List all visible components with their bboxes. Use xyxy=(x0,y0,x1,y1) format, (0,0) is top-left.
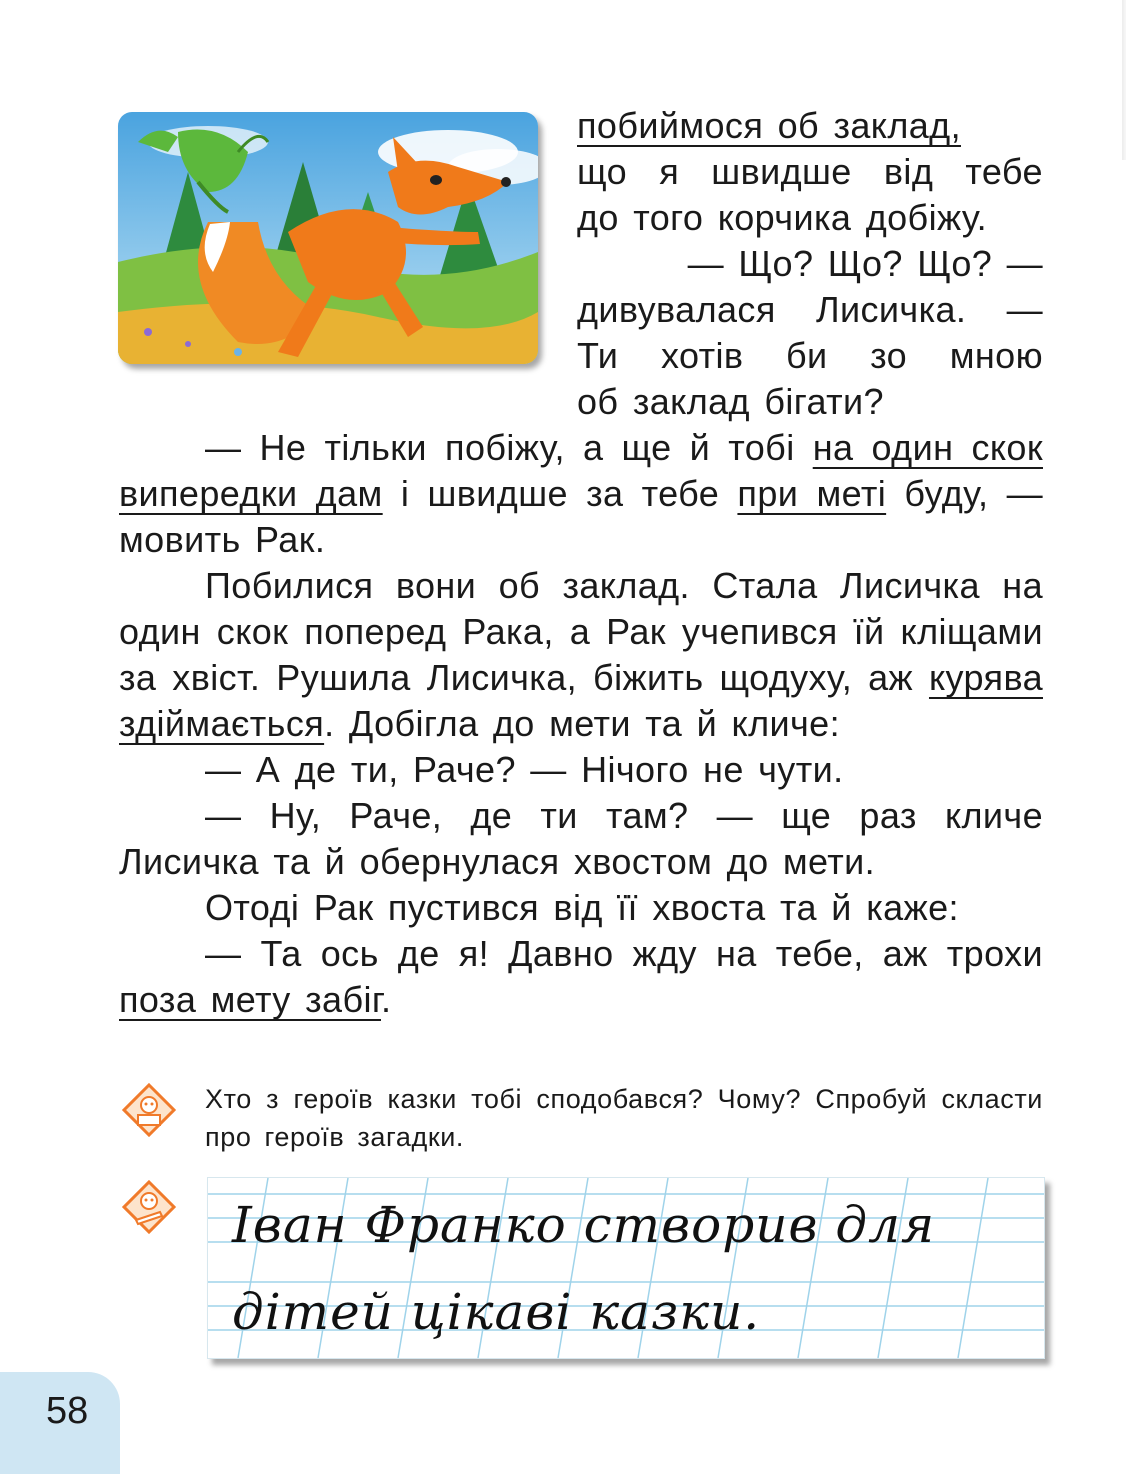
word: би xyxy=(786,335,828,376)
task-reading-icon xyxy=(122,1083,176,1137)
word: хотів xyxy=(660,335,744,376)
story-paragraph: Побилися вони об заклад. Стала Лисичка на один скок поперед Рака, а Рак учепився їй кліщами за хвіст. Рушила Лисичка, біжить щодуху, аж курява здіймається. Добігла до мети та й кличе: xyxy=(119,565,1043,744)
story-line: до того корчика добіжу. xyxy=(577,197,988,238)
story-line: об заклад бігати? xyxy=(577,381,884,422)
word: зо xyxy=(870,335,908,376)
word: Лисичка. xyxy=(815,289,967,330)
task-writing-icon xyxy=(122,1180,176,1234)
word: мною xyxy=(949,335,1043,376)
word: від xyxy=(883,151,934,192)
word: що xyxy=(577,151,628,192)
story-paragraph: Отоді Рак пустився від її хвоста та й каже: xyxy=(205,887,959,928)
story-line xyxy=(577,103,1043,149)
word: я xyxy=(659,151,680,192)
word: тебе xyxy=(965,151,1043,192)
story-column-text xyxy=(577,103,1043,425)
task-question: Хто з героїв казки тобі сподобався? Чому? Спробуй скласти про героїв загадки. xyxy=(205,1084,1043,1152)
story-paragraph: — А де ти, Раче? — Нічого не чути. xyxy=(205,749,844,790)
story-paragraph: — Та ось де я! Давно жду на тебе, аж трохи поза мету забіг. xyxy=(119,933,1043,1020)
fox-and-crayfish-illustration xyxy=(118,112,538,364)
story-line: — Що? Що? Що? — xyxy=(687,243,1043,284)
page-edge xyxy=(1122,0,1126,160)
story-line xyxy=(577,287,1043,333)
handwriting-line: дітей цікаві казки. xyxy=(232,1283,761,1341)
page-number: 58 xyxy=(46,1390,89,1432)
word: дивувалася xyxy=(577,289,776,330)
underlined-phrase: побиймося об заклад, xyxy=(577,105,961,146)
underlined-phrase: при меті xyxy=(737,473,887,514)
underlined-phrase: поза мету забіг xyxy=(119,979,381,1020)
word: швидше xyxy=(711,151,852,192)
story-paragraph: — Ну, Раче, де ти там? — ще раз кличе Лисичка та й обернулася хвостом до мети. xyxy=(119,795,1043,882)
word: Ти xyxy=(577,335,619,376)
handwriting-line: Іван Франко створив для xyxy=(232,1196,936,1254)
story-line xyxy=(577,149,1043,195)
story-paragraph: — Не тільки побіжу, а ще й тобі на один скок випередки дам і швидше за тебе при меті буду, — мовить Рак. xyxy=(119,427,1043,560)
underlined-phrase: курява здіймається xyxy=(119,657,1043,744)
story-line xyxy=(577,333,1043,379)
story-main-text xyxy=(119,425,1043,1023)
word: — xyxy=(1006,289,1043,330)
underlined-phrase: на один скок випередки дам xyxy=(119,427,1043,514)
